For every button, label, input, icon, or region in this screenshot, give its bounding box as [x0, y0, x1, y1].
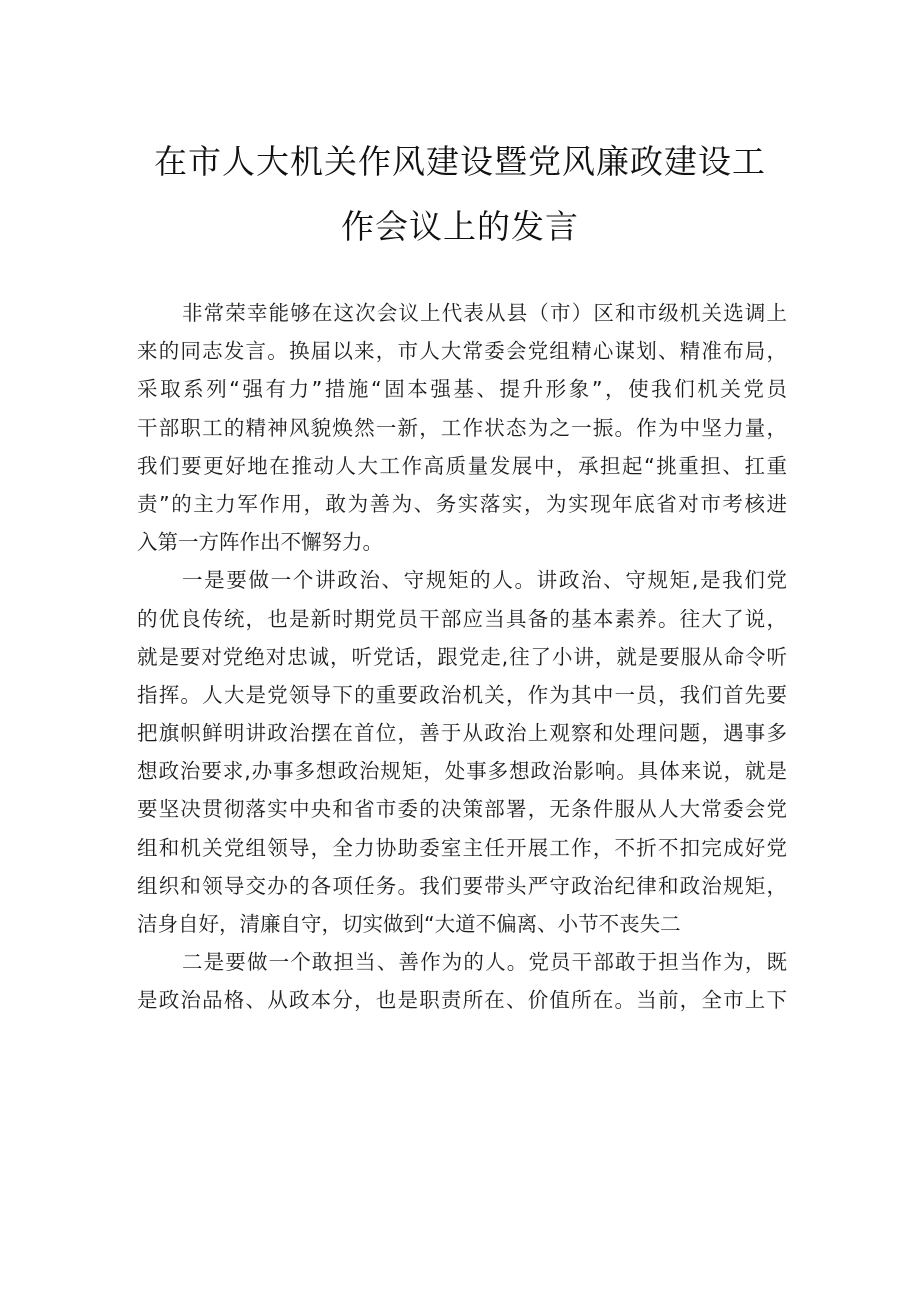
paragraph-line: 组织和领导交办的各项任务。我们要带头严守政治纪律和政治规矩，	[137, 873, 787, 898]
paragraph-line: 入第一方阵作出不懈努力。	[137, 530, 383, 555]
paragraph-line: 是政治品格、从政本分，也是职责所在、价值所在。当前，全市上下	[137, 988, 787, 1013]
paragraph-line: 洁身自好，清廉自守，切实做到“大道不偏离、小节不丧失二	[137, 912, 681, 936]
paragraph-line: 我们要更好地在推动人大工作高质量发展中，承担起“挑重担、扛重	[137, 453, 787, 478]
paragraph-line: 一是要做一个讲政治、守规矩的人。讲政治、守规矩,是我们党	[182, 568, 787, 593]
paragraph-line: 干部职工的精神风貌焕然一新，工作状态为之一振。作为中坚力量，	[137, 415, 787, 440]
document-body	[137, 294, 787, 1020]
paragraph-line: 要坚决贯彻落实中央和省市委的决策部署，无条件服从人大常委会党	[137, 797, 787, 822]
document-title-line-1: 在市人大机关作风建设暨党风廉政建设工	[154, 142, 766, 181]
paragraph-line: 组和机关党组领导，全力协助委室主任开展工作，不折不扣完成好党	[137, 835, 787, 860]
paragraph-line: 责”的主力军作用，敢为善为、务实落实，为实现年底省对市考核进	[137, 491, 787, 516]
paragraph-line: 就是要对党绝对忠诚，听党话，跟党走,往了小讲，就是要服从命令听	[137, 644, 787, 669]
paragraph-intro	[137, 294, 787, 561]
paragraph-line: 二是要做一个敢担当、善作为的人。党员干部敢于担当作为，既	[182, 950, 787, 975]
paragraph-point-one	[137, 561, 787, 943]
paragraph-line: 把旗帜鲜明讲政治摆在首位，善于从政治上观察和处理问题，遇事多	[137, 721, 787, 746]
paragraph-line: 的优良传统，也是新时期党员干部应当具备的基本素养。往大了说，	[137, 606, 787, 631]
document-title-line-2: 作会议上的发言	[341, 207, 579, 246]
paragraph-line: 采取系列“强有力”措施“固本强基、提升形象”，使我们机关党员	[137, 377, 787, 402]
paragraph-point-two	[137, 943, 787, 1019]
paragraph-line: 非常荣幸能够在这次会议上代表从县（市）区和市级机关选调上	[182, 301, 787, 325]
paragraph-line: 来的同志发言。换届以来，市人大常委会党组精心谋划、精准布局，	[137, 339, 787, 364]
paragraph-line: 想政治要求,办事多想政治规矩，处事多想政治影响。具体来说，就是	[137, 759, 787, 784]
paragraph-line: 指挥。人大是党领导下的重要政治机关，作为其中一员，我们首先要	[137, 682, 787, 707]
